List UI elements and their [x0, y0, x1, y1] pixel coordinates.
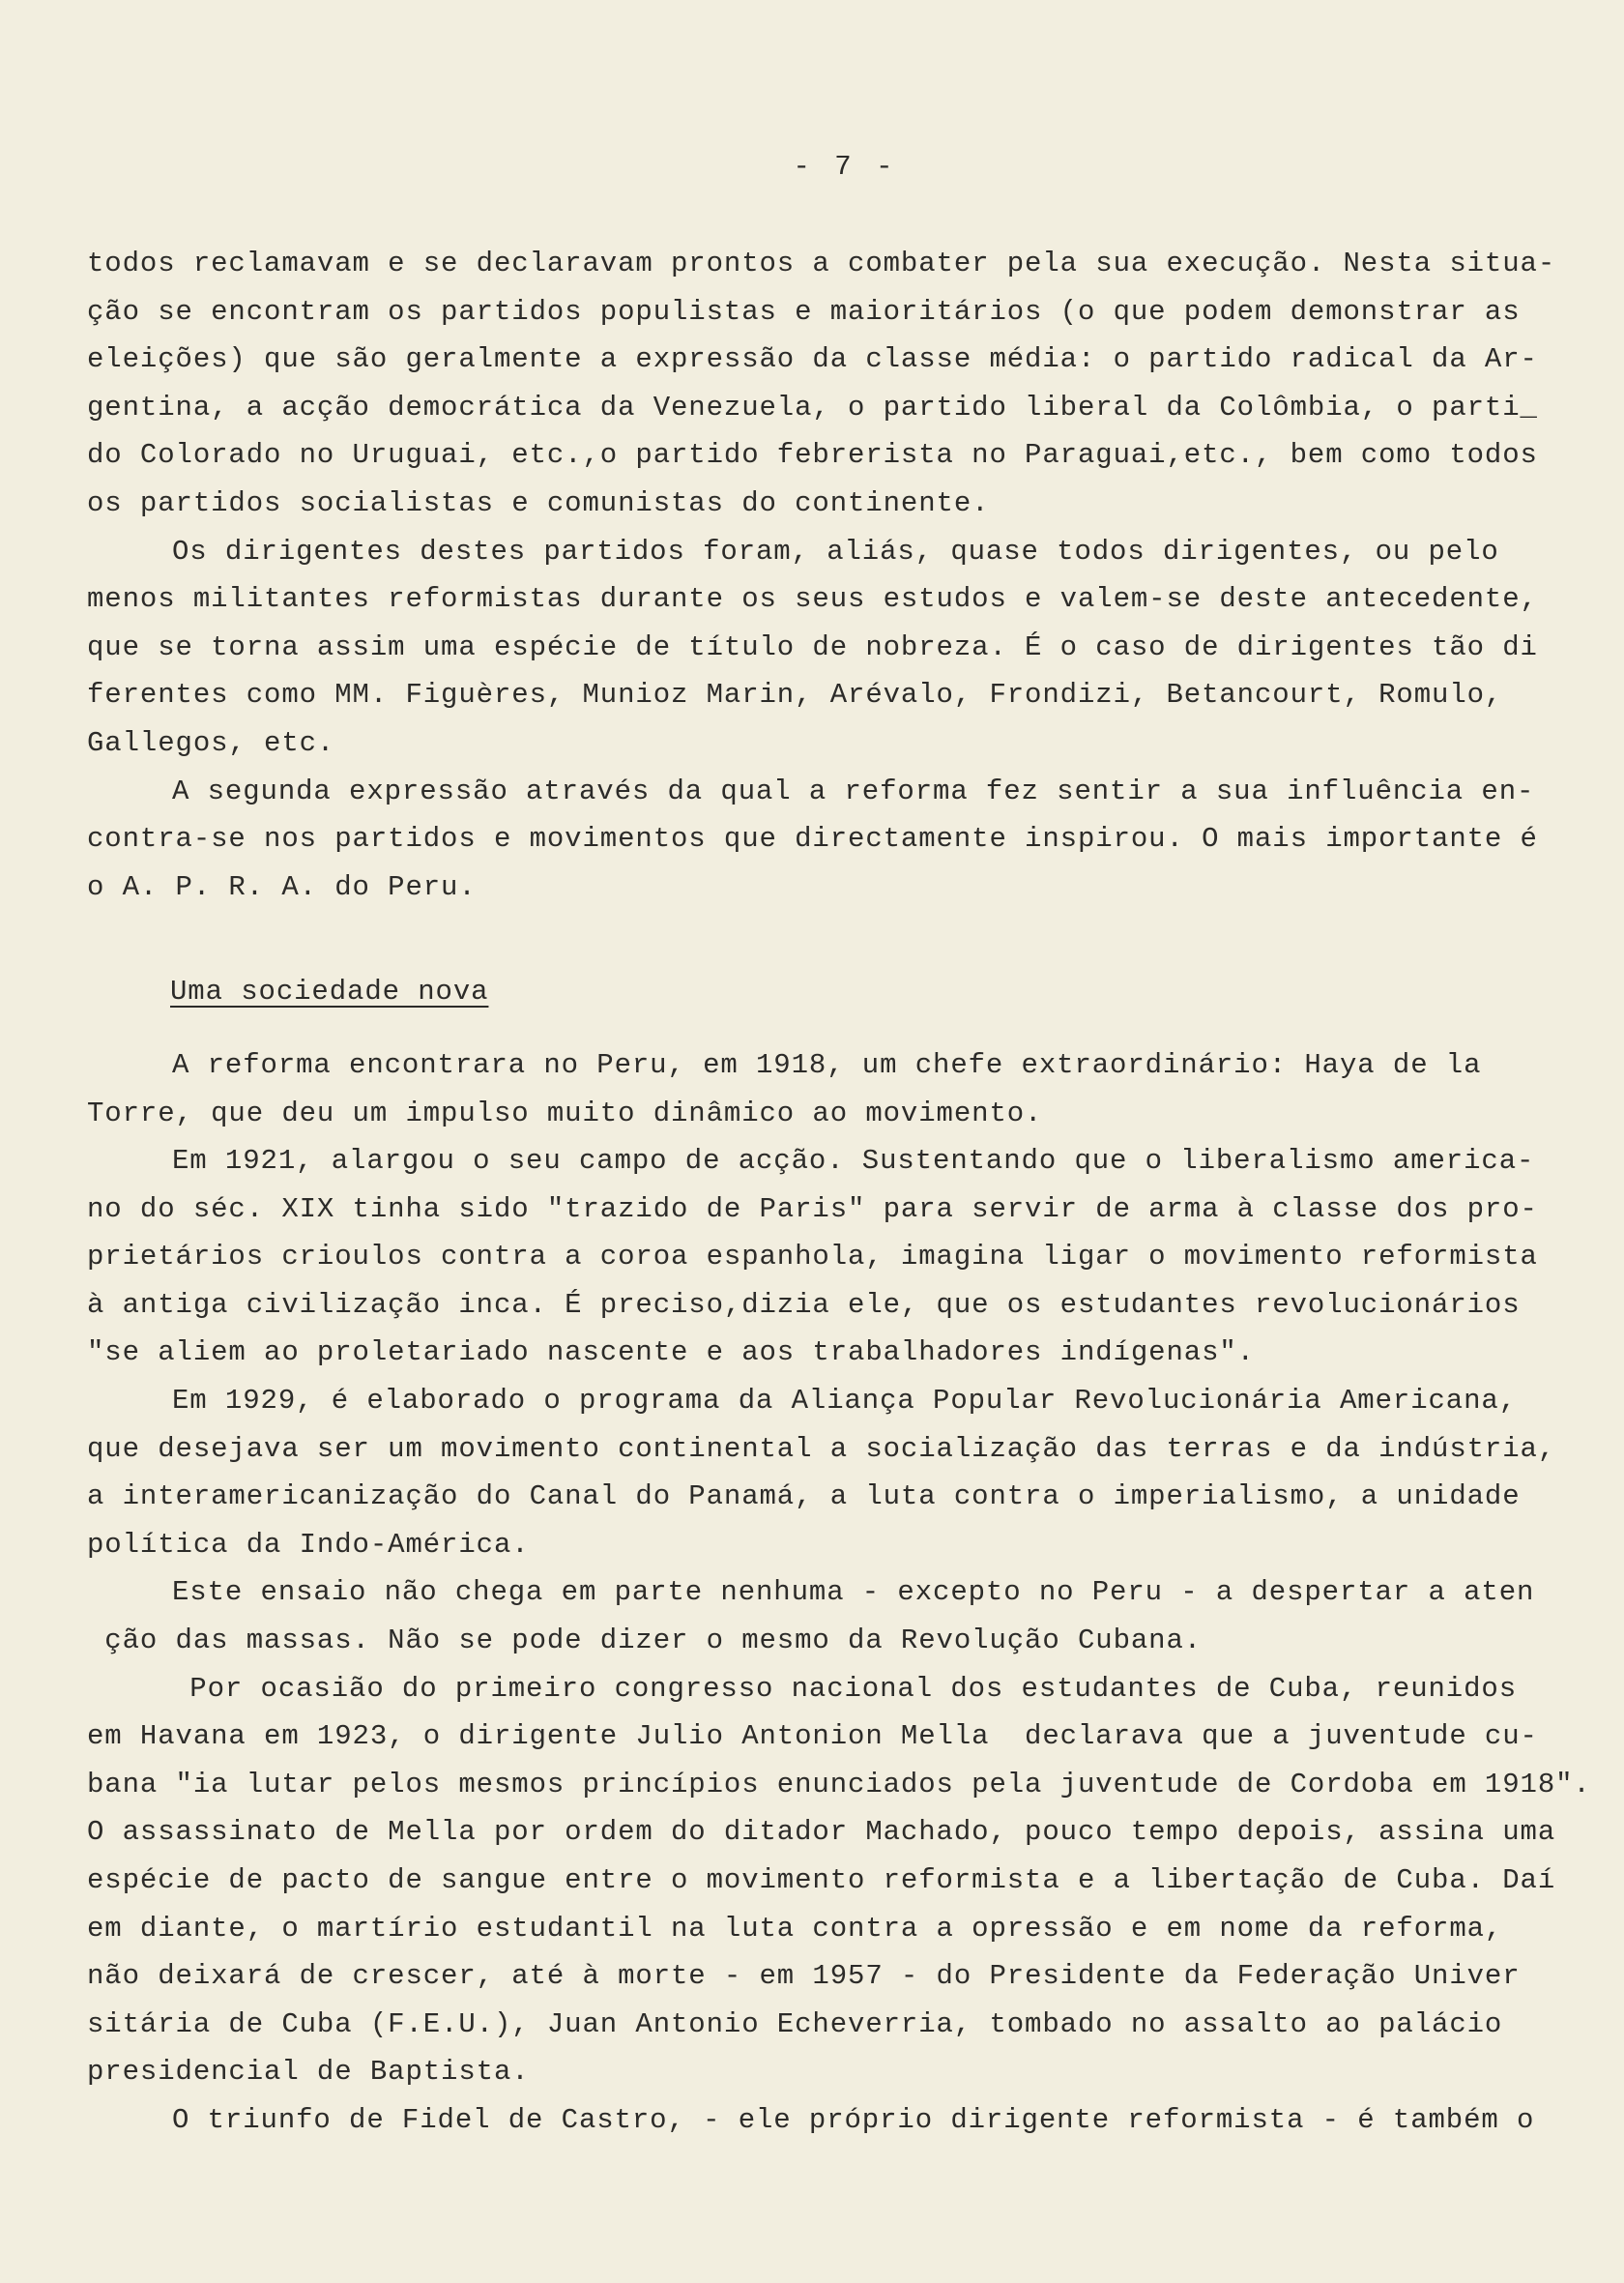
text-line: ferentes como MM. Figuères, Munioz Marin, Arévalo, Frondizi, Betancourt, Romulo, [87, 679, 1503, 712]
text-line: Em 1929, é elaborado o programa da Aliança Popular Revolucionária Americana, [172, 1385, 1518, 1418]
text-line: menos militantes reformistas durante os seus estudos e valem-se deste antecedente, [87, 583, 1538, 616]
page-number: - 7 - [793, 151, 897, 183]
text-line: Os dirigentes destes partidos foram, aliás, quase todos dirigentes, ou pelo [172, 535, 1499, 568]
text-line: política da Indo-América. [87, 1528, 530, 1561]
paragraph [87, 528, 1537, 768]
text-line: Em 1921, alargou o seu campo de acção. Sustentando que o liberalismo america- [172, 1145, 1535, 1178]
text-line: no do séc. XIX tinha sido "trazido de Paris" para servir de arma à classe dos pro- [87, 1192, 1538, 1225]
text-line: do Colorado no Uruguai, etc.,o partido febrerista no Paraguai,etc., bem como todos [87, 439, 1538, 472]
section-heading: Uma sociedade nova [170, 976, 489, 1009]
text-line: que desejava ser um movimento continental a socialização das terras e da indústria, [87, 1432, 1556, 1465]
text-line: em diante, o martírio estudantil na luta contra a opressão e em nome da reforma, [87, 1912, 1503, 1945]
text-line: contra-se nos partidos e movimentos que directamente inspirou. O mais importante é [87, 823, 1538, 856]
text-line: todos reclamavam e se declaravam prontos a combater pela sua execução. Nesta situa- [87, 248, 1556, 279]
text-line: Este ensaio não chega em parte nenhuma - excepto no Peru - a despertar a aten [172, 1576, 1535, 1609]
paragraph [87, 240, 1556, 528]
text-line: não deixará de crescer, até à morte - em 1957 - do Presidente da Federação Univer [87, 1960, 1521, 1993]
text-line: os partidos socialistas e comunistas do continente. [87, 486, 990, 519]
section-heading-row [87, 968, 1537, 1016]
text-line: ção se encontram os partidos populistas e maioritários (o que podem demonstrar as [87, 295, 1521, 328]
text-line: a interamericanização do Canal do Panamá, a luta contra o imperialismo, a unidade [87, 1480, 1521, 1513]
paragraph [87, 1665, 1591, 2096]
text-line: à antiga civilização inca. É preciso,dizia ele, que os estudantes revolucionários [87, 1288, 1521, 1321]
text-line: Torre, que deu um impulso muito dinâmico ao movimento. [87, 1097, 1043, 1129]
text-line: presidencial de Baptista. [87, 2056, 530, 2089]
text-line: espécie de pacto de sangue entre o movimento reformista e a libertação de Cuba. Daí [87, 1864, 1556, 1896]
text-line: A reforma encontrara no Peru, em 1918, um chefe extraordinário: Haya de la [172, 1048, 1482, 1081]
text-line: bana "ia lutar pelos mesmos princípios enunciados pela juventude de Cordoba em 1918". [87, 1768, 1591, 1800]
text-line: Gallegos, etc. [87, 726, 335, 759]
text-line: O assassinato de Mella por ordem do ditador Machado, pouco tempo depois, assina uma [87, 1816, 1556, 1849]
text-line: gentina, a acção democrática da Venezuela, o partido liberal da Colômbia, o parti_ [87, 391, 1538, 424]
text-line: em Havana em 1923, o dirigente Julio Antonion Mella declarava que a juventude cu- [87, 1720, 1538, 1753]
paragraph [87, 1377, 1556, 1568]
paragraph [87, 768, 1537, 912]
text-line: O triunfo de Fidel de Castro, - ele próprio dirigente reformista - é também o [172, 2103, 1535, 2136]
section-intro [87, 240, 1556, 911]
text-line: ção das massas. Não se pode dizer o mesmo da Revolução Cubana. [87, 1624, 1203, 1657]
text-line: Por ocasião do primeiro congresso nacional dos estudantes de Cuba, reunidos [172, 1672, 1518, 1705]
text-line: que se torna assim uma espécie de título de nobreza. É o caso de dirigentes tão di [87, 630, 1538, 663]
paragraph [87, 1137, 1537, 1377]
paragraph [87, 1041, 1537, 1137]
text-line: A segunda expressão através da qual a reforma fez sentir a sua influência en- [172, 775, 1535, 807]
paragraph [87, 1568, 1537, 1664]
text-line: "se aliem ao proletariado nascente e aos trabalhadores indígenas". [87, 1336, 1255, 1369]
text-line: sitária de Cuba (F.E.U.), Juan Antonio Echeverria, tombado no assalto ao palácio [87, 2007, 1503, 2040]
text-line: eleições) que são geralmente a expressão da classe média: o partido radical da Ar- [87, 343, 1538, 376]
text-line: o A. P. R. A. do Peru. [87, 870, 477, 903]
paragraph [87, 2096, 1537, 2145]
section-uma-sociedade-nova [87, 1041, 1591, 2145]
document-body [87, 240, 1591, 2145]
text-line: prietários crioulos contra a coroa espanhola, imagina ligar o movimento reformista [87, 1241, 1538, 1273]
